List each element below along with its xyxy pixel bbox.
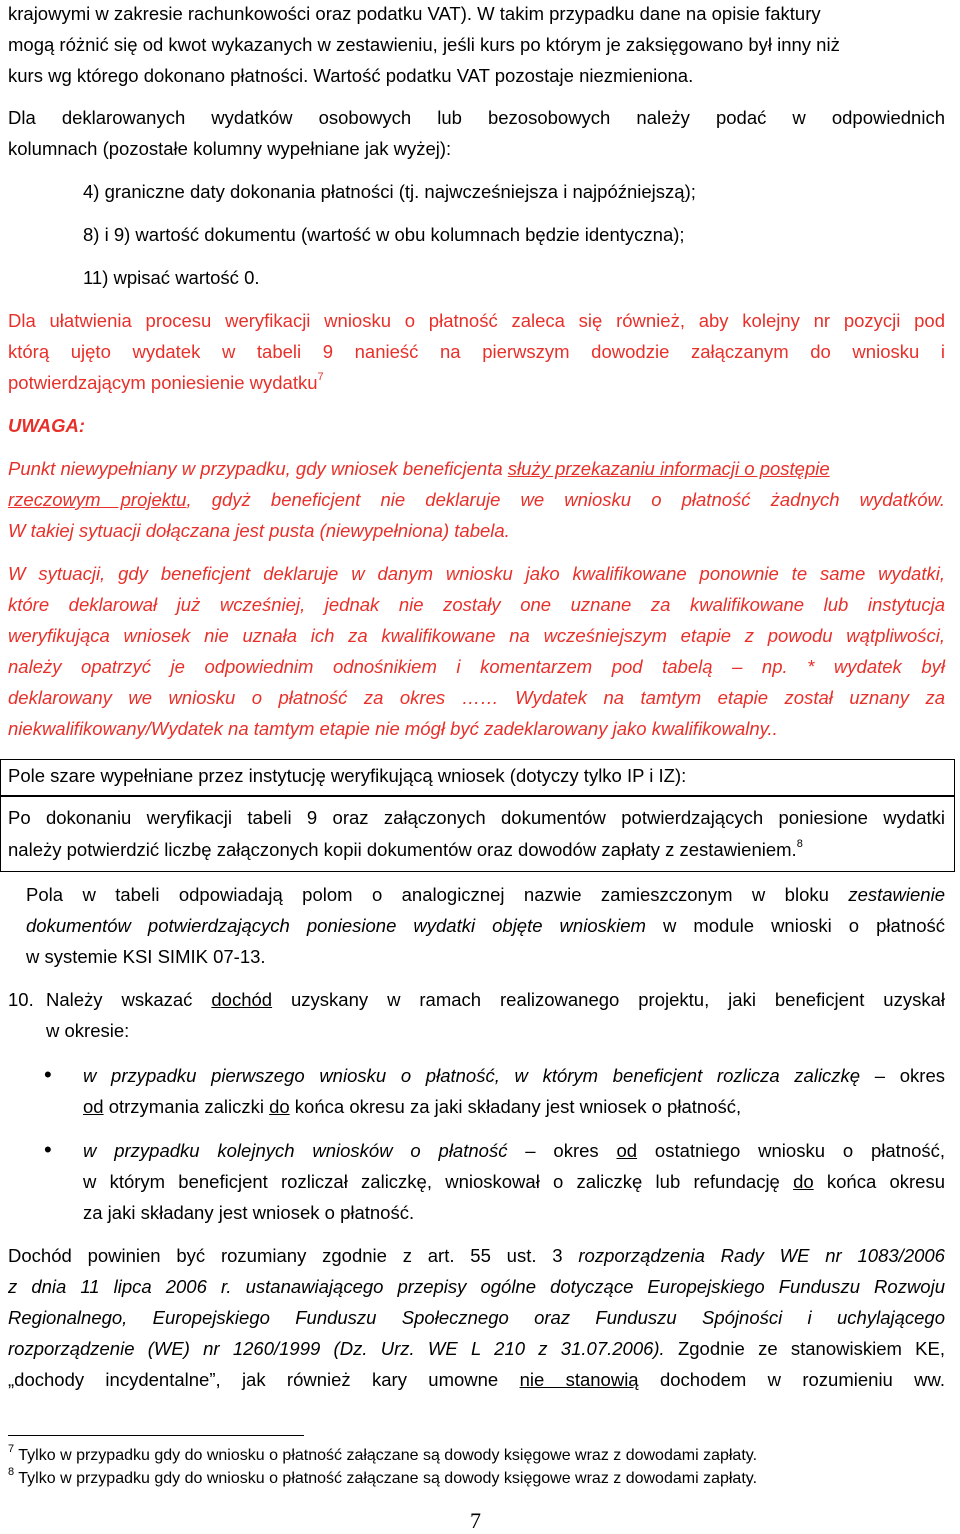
text-line: krajowymi w zakresie rachunkowości oraz podatku VAT). W takim przypadku dane na opisie faktury	[8, 3, 821, 24]
text-line: kurs wg którego dokonano płatności. Wartość podatku VAT pozostaje niezmieniona.	[8, 65, 694, 86]
list-item: w którym beneficjent rozliczał zaliczkę, wnioskował o zaliczkę lub refundację do końca okresu	[83, 1171, 945, 1192]
box-text: Pole szare wypełniane przez instytucję weryfikującą wniosek (dotyczy tylko IP i IZ):	[8, 765, 687, 786]
text-line: dokumentów potwierdzających poniesione wydatki objęte wnioskiem w module wnioski o płatność	[26, 915, 945, 936]
text-line: „dochody incydentalne”, jak również kary umowne nie stanowią dochodem w rozumieniu ww.	[8, 1369, 946, 1390]
warning-heading: UWAGA:	[8, 415, 86, 436]
text-line: Regionalnego, Europejskiego Funduszu Społecznego oraz Funduszu Spójności i uchylającego	[8, 1307, 945, 1328]
text-line: mogą różnić się od kwot wykazanych w zestawieniu, jeśli kurs po którym je zaksięgowano był inny niż	[8, 34, 840, 55]
list-item: w przypadku kolejnych wniosków o płatność – okres od ostatniego wniosku o płatność,	[83, 1140, 946, 1161]
text-line: należy opatrzyć je odpowiednim odnośnikiem i komentarzem pod tabelą – np. * wydatek był	[8, 656, 945, 677]
text-line: w systemie KSI SIMIK 07-13.	[26, 946, 266, 967]
item-number: 10.	[8, 989, 34, 1010]
box-divider	[0, 795, 955, 797]
text-line: rozporządzenie (WE) nr 1260/1999 (Dz. Urz. WE L 210 z 31.07.2006). Zgodnie ze stanowiskiem KE,	[8, 1338, 945, 1359]
text-line: W takiej sytuacji dołączana jest pusta (niewypełniona) tabela.	[8, 520, 510, 541]
list-item: od otrzymania zaliczki do końca okresu za jaki składany jest wniosek o płatność,	[83, 1096, 742, 1117]
footnote-separator	[8, 1435, 304, 1436]
bullet-icon: •	[44, 1137, 52, 1162]
text-line: niekwalifikowany/Wydatek na tamtym etapie nie mógł być zadeklarowany jako kwalifikowalny..	[8, 718, 778, 739]
text-line: w okresie:	[46, 1020, 130, 1041]
text-line: weryfikująca wniosek nie uznała ich za kwalifikowane na wcześniejszym etapie z powodu wątpliwości,	[8, 625, 945, 646]
text-line: deklarowany we wniosku o płatność za okres …… Wydatek na tamtym etapie został uznany za	[8, 687, 945, 708]
box-text: należy potwierdzić liczbę załączonych kopii dokumentów oraz dowodów zapłaty z zestawieniem.$^8$	[8, 838, 803, 860]
text-line: W sytuacji, gdy beneficjent deklaruje w danym wniosku jako kwalifikowane ponownie te same wydatki,	[8, 563, 945, 584]
footnote-ref: 8	[796, 838, 803, 850]
footnote: $^8$ Tylko w przypadku gdy do wniosku o płatność załączane są dowody księgowe wraz z dowodami zapłaty.	[8, 1466, 758, 1487]
list-item: 4) graniczne daty dokonania płatności (tj. najwcześniejsza i najpóźniejszą);	[83, 181, 696, 202]
page-number: 7	[470, 1508, 481, 1533]
text-line: Dla deklarowanych wydatków osobowych lub bezosobowych należy podać w odpowiednich	[8, 107, 945, 128]
list-item: za jaki składany jest wniosek o płatność.	[83, 1202, 415, 1223]
text-line: rzeczowym projektu, gdyż beneficjent nie deklaruje we wniosku o płatność żadnych wydatków.	[8, 489, 946, 510]
footnote-ref: 7	[317, 371, 324, 383]
text-line: Należy wskazać dochód uzyskany w ramach realizowanego projektu, jaki beneficjent uzyskał	[46, 989, 945, 1010]
text-line: potwierdzającym poniesienie wydatku$^7$	[8, 371, 324, 393]
list-item: 8) i 9) wartość dokumentu (wartość w obu kolumnach będzie identyczna);	[83, 224, 685, 245]
text-line: Dla ułatwienia procesu weryfikacji wniosku o płatność zaleca się również, aby kolejny nr pozycji pod	[8, 310, 945, 331]
footnote: $^7$ Tylko w przypadku gdy do wniosku o płatność załączane są dowody księgowe wraz z dowodami zapłaty.	[8, 1443, 758, 1464]
text-line: z dnia 11 lipca 2006 r. ustanawiającego przepisy ogólne dotyczące Europejskiego Funduszu Rozwoju	[8, 1276, 945, 1297]
text-line: Pola w tabeli odpowiadają polom o analogicznej nazwie zamieszczonym w bloku zestawienie	[26, 884, 945, 905]
list-item: 11) wpisać wartość 0.	[83, 267, 260, 288]
box-text: Po dokonaniu weryfikacji tabeli 9 oraz załączonych dokumentów potwierdzających poniesione wydatki	[8, 807, 945, 828]
text-line: kolumnach (pozostałe kolumny wypełniane jak wyżej):	[8, 138, 452, 159]
text-line: Dochód powinien być rozumiany zgodnie z art. 55 ust. 3 rozporządzenia Rady WE nr 1083/2006	[8, 1245, 945, 1266]
text-line: Punkt niewypełniany w przypadku, gdy wniosek beneficjenta służy przekazaniu informacji o postępie	[8, 458, 830, 479]
list-item: w przypadku pierwszego wniosku o płatność, w którym beneficjent rozlicza zaliczkę – okres	[83, 1065, 945, 1086]
bullet-icon: •	[44, 1062, 52, 1087]
text-line: które deklarował już wcześniej, jednak nie zostały one uznane za kwalifikowane lub instytucja	[8, 594, 945, 615]
text-line: którą ujęto wydatek w tabeli 9 nanieść na pierwszym dowodzie załączanym do wniosku i	[8, 341, 945, 362]
